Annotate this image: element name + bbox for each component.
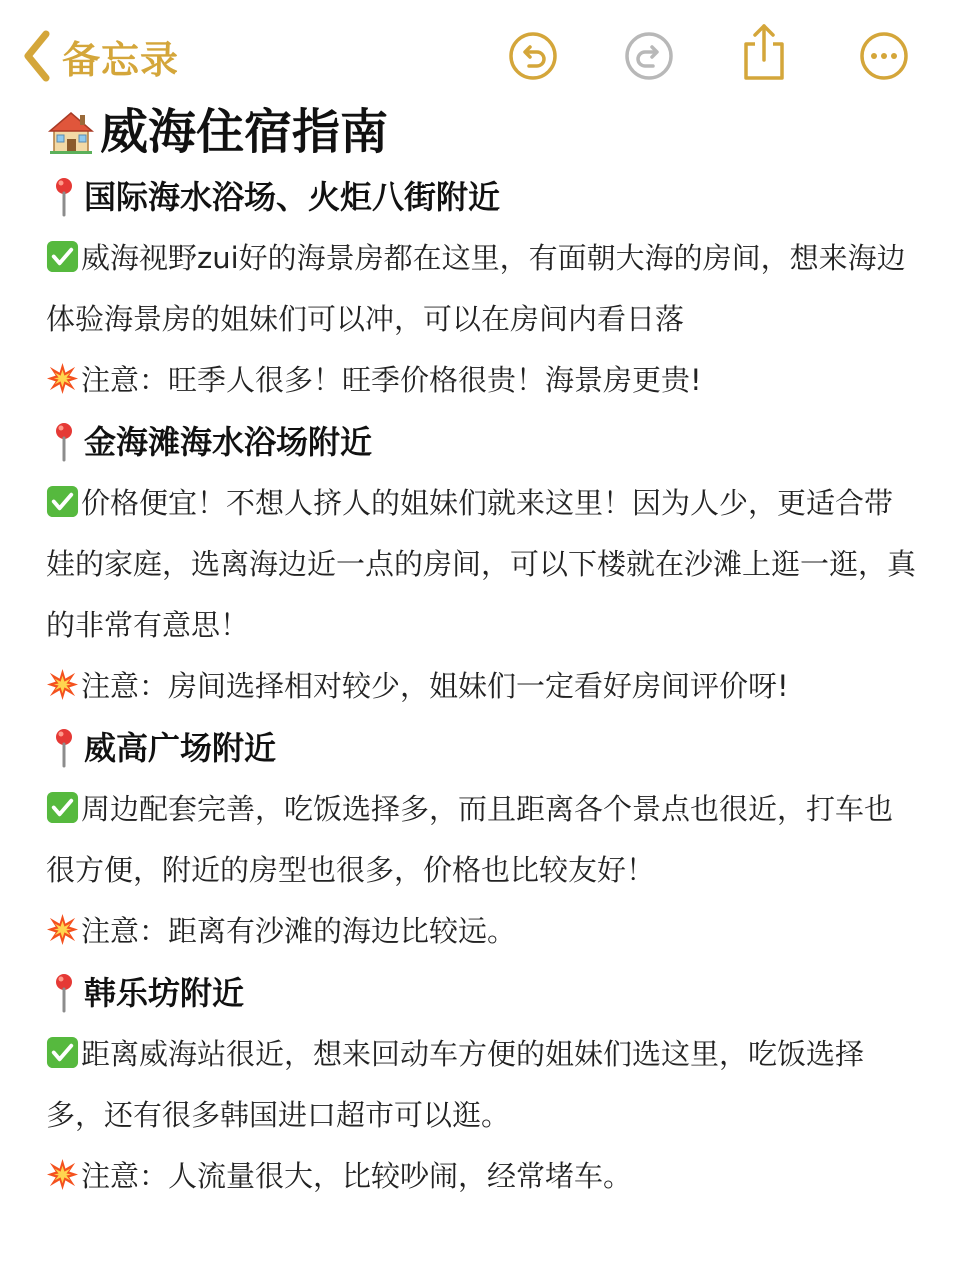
warning-paragraph bbox=[46, 901, 916, 962]
collision-icon bbox=[46, 362, 79, 395]
undo-button[interactable] bbox=[507, 30, 559, 82]
nav-bar bbox=[0, 0, 958, 110]
pin-icon bbox=[46, 728, 82, 768]
section-heading bbox=[46, 717, 916, 779]
warning-text: 注意：人流量很大，比较吵闹，经常堵车。 bbox=[81, 1159, 633, 1193]
note-title: 威海住宿指南 bbox=[100, 104, 389, 160]
section-4 bbox=[46, 962, 916, 1207]
house-icon bbox=[46, 107, 96, 157]
section-heading-text: 韩乐坊附近 bbox=[84, 974, 245, 1012]
back-label: 备忘录 bbox=[62, 37, 180, 82]
check-text: 价格便宜！不想人挤人的姐妹们就来这里！因为人少，更适合带娃的家庭，选离海边近一点的房间，可以下楼就在沙滩上逛一逛，真的非常有意思！ bbox=[46, 486, 917, 642]
warning-text: 注意：房间选择相对较少，姐妹们一定看好房间评价呀! bbox=[81, 669, 789, 703]
collision-icon bbox=[46, 668, 79, 701]
warning-paragraph bbox=[46, 350, 916, 411]
check-mark-icon bbox=[46, 485, 79, 518]
undo-icon bbox=[507, 30, 559, 82]
collision-icon bbox=[46, 1158, 79, 1191]
section-heading-text: 金海滩海水浴场附近 bbox=[84, 423, 373, 461]
share-button[interactable] bbox=[738, 22, 790, 82]
check-mark-icon bbox=[46, 1036, 79, 1069]
note-title-row bbox=[46, 98, 916, 166]
section-heading bbox=[46, 166, 916, 228]
warning-paragraph bbox=[46, 1146, 916, 1207]
section-heading bbox=[46, 962, 916, 1024]
pin-icon bbox=[46, 177, 82, 217]
redo-button[interactable] bbox=[623, 30, 675, 82]
share-icon bbox=[738, 22, 790, 82]
section-heading-text: 国际海水浴场、火炬八街附近 bbox=[84, 178, 501, 216]
check-mark-icon bbox=[46, 240, 79, 273]
check-text: 距离威海站很近，想来回动车方便的姐妹们选这里，吃饭选择多，还有很多韩国进口超市可以逛。 bbox=[46, 1037, 865, 1132]
check-mark-icon bbox=[46, 791, 79, 824]
check-text: 周边配套完善，吃饭选择多，而且距离各个景点也很近，打车也很方便，附近的房型也很多，价格也比较友好！ bbox=[46, 792, 894, 887]
note-body[interactable] bbox=[46, 96, 916, 1207]
more-button[interactable] bbox=[858, 30, 910, 82]
pin-icon bbox=[46, 422, 82, 462]
warning-paragraph bbox=[46, 656, 916, 717]
section-2 bbox=[46, 411, 916, 717]
back-button[interactable] bbox=[22, 28, 179, 84]
check-text: 威海视野zui好的海景房都在这里，有面朝大海的房间，想来海边体验海景房的姐妹们可以冲，可以在房间内看日落 bbox=[46, 241, 906, 336]
chevron-left-icon bbox=[22, 30, 52, 82]
collision-icon bbox=[46, 913, 79, 946]
check-paragraph bbox=[46, 473, 916, 656]
more-icon bbox=[858, 30, 910, 82]
check-paragraph bbox=[46, 228, 916, 350]
pin-icon bbox=[46, 973, 82, 1013]
check-paragraph bbox=[46, 1024, 916, 1146]
section-heading bbox=[46, 411, 916, 473]
warning-text: 注意：距离有沙滩的海边比较远。 bbox=[81, 914, 517, 948]
section-heading-text: 威高广场附近 bbox=[84, 729, 277, 767]
warning-text: 注意：旺季人很多！旺季价格很贵！海景房更贵! bbox=[81, 363, 702, 397]
check-paragraph bbox=[46, 779, 916, 901]
section-3 bbox=[46, 717, 916, 962]
redo-icon bbox=[623, 30, 675, 82]
section-1 bbox=[46, 166, 916, 411]
